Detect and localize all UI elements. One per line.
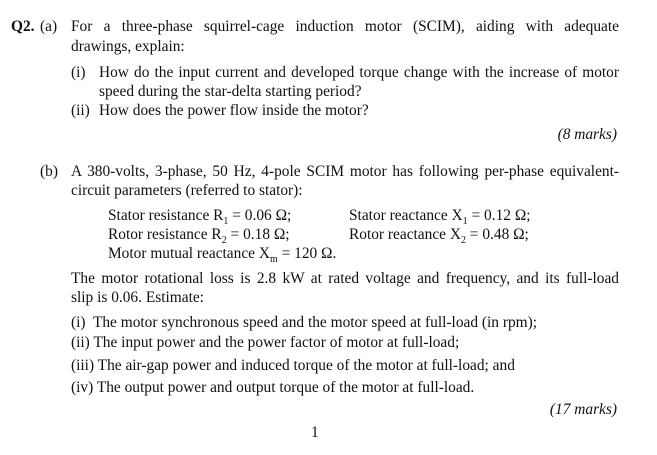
stator-reactance-subscript: 1: [462, 216, 468, 228]
part-b-intro-line2: circuit parameters (referred to stator):: [71, 182, 303, 199]
part-a-label: (a): [40, 18, 58, 35]
part-a-marks: (8 marks): [557, 126, 617, 143]
part-a-item-i-line2: speed during the star-delta starting period?: [99, 83, 362, 100]
part-a-item-i-label: (i): [71, 64, 86, 81]
part-a-intro-line2: drawings, explain:: [71, 38, 185, 55]
stator-reactance-param: [349, 208, 531, 227]
part-a-item-ii-label: (ii): [71, 102, 90, 119]
page-number: 1: [311, 424, 319, 441]
part-b-item-ii-text: The input power and the power factor of motor at full-load;: [93, 334, 460, 351]
stator-resistance-value: = 0.06 Ω;: [228, 207, 292, 224]
rotor-resistance-value: = 0.18 Ω;: [226, 226, 290, 243]
part-b-item-iv: [71, 380, 474, 395]
part-b-item-i-text: The motor synchronous speed and the motor speed at full-load (in rpm);: [92, 314, 538, 331]
part-b-item-iii: [71, 358, 515, 373]
part-a-intro-line1: For a three-phase squirrel-cage induction motor (SCIM), aiding with adequate: [71, 18, 619, 35]
rotor-resistance-param: [108, 227, 290, 246]
rotor-reactance-label: Rotor reactance X: [349, 226, 461, 243]
part-b-item-iv-text: The output power and output torque of the motor at full-load.: [96, 379, 475, 396]
stator-reactance-value: = 0.12 Ω;: [467, 207, 531, 224]
part-b-loss-line2: slip is 0.06. Estimate:: [71, 289, 204, 306]
question-number-label: Q2.: [11, 18, 35, 35]
rotor-reactance-value: = 0.48 Ω;: [465, 226, 529, 243]
mutual-reactance-param: [108, 246, 336, 265]
part-b-item-ii-label: (ii): [71, 334, 90, 351]
part-b-item-ii: [71, 335, 459, 350]
mutual-reactance-value: = 120 Ω.: [277, 245, 337, 262]
mutual-reactance-subscript: m: [269, 254, 278, 266]
part-b-intro-line1: A 380-volts, 3-phase, 50 Hz, 4-pole SCIM motor has following per-phase equivalent-: [71, 163, 619, 180]
part-b-label: (b): [40, 163, 58, 180]
stator-resistance-label: Stator resistance R: [108, 207, 224, 224]
part-a-item-i-line1: How do the input current and developed torque change with the increase of motor: [99, 64, 619, 81]
mutual-reactance-label: Motor mutual reactance X: [108, 245, 270, 262]
rotor-reactance-param: [349, 227, 529, 246]
rotor-resistance-subscript: 2: [221, 235, 227, 247]
part-b-item-i-label: (i): [71, 314, 86, 331]
part-b-marks: (17 marks): [549, 401, 617, 418]
stator-reactance-label: Stator reactance X: [349, 207, 463, 224]
question-number: [11, 19, 35, 34]
stator-resistance-subscript: 1: [223, 216, 229, 228]
part-b-item-iii-text: The air-gap power and induced torque of the motor at full-load; and: [97, 357, 515, 374]
part-b-item-iii-label: (iii): [71, 357, 95, 374]
rotor-resistance-label: Rotor resistance R: [108, 226, 222, 243]
part-a-item-ii-line1: How does the power flow inside the motor?: [99, 102, 369, 119]
part-b-loss-line1: The motor rotational loss is 2.8 kW at rated voltage and frequency, and its full-load: [71, 270, 619, 287]
part-b-item-iv-label: (iv): [71, 379, 94, 396]
part-b-item-i: [71, 315, 537, 330]
stator-resistance-param: [108, 208, 291, 227]
rotor-reactance-subscript: 2: [460, 235, 466, 247]
